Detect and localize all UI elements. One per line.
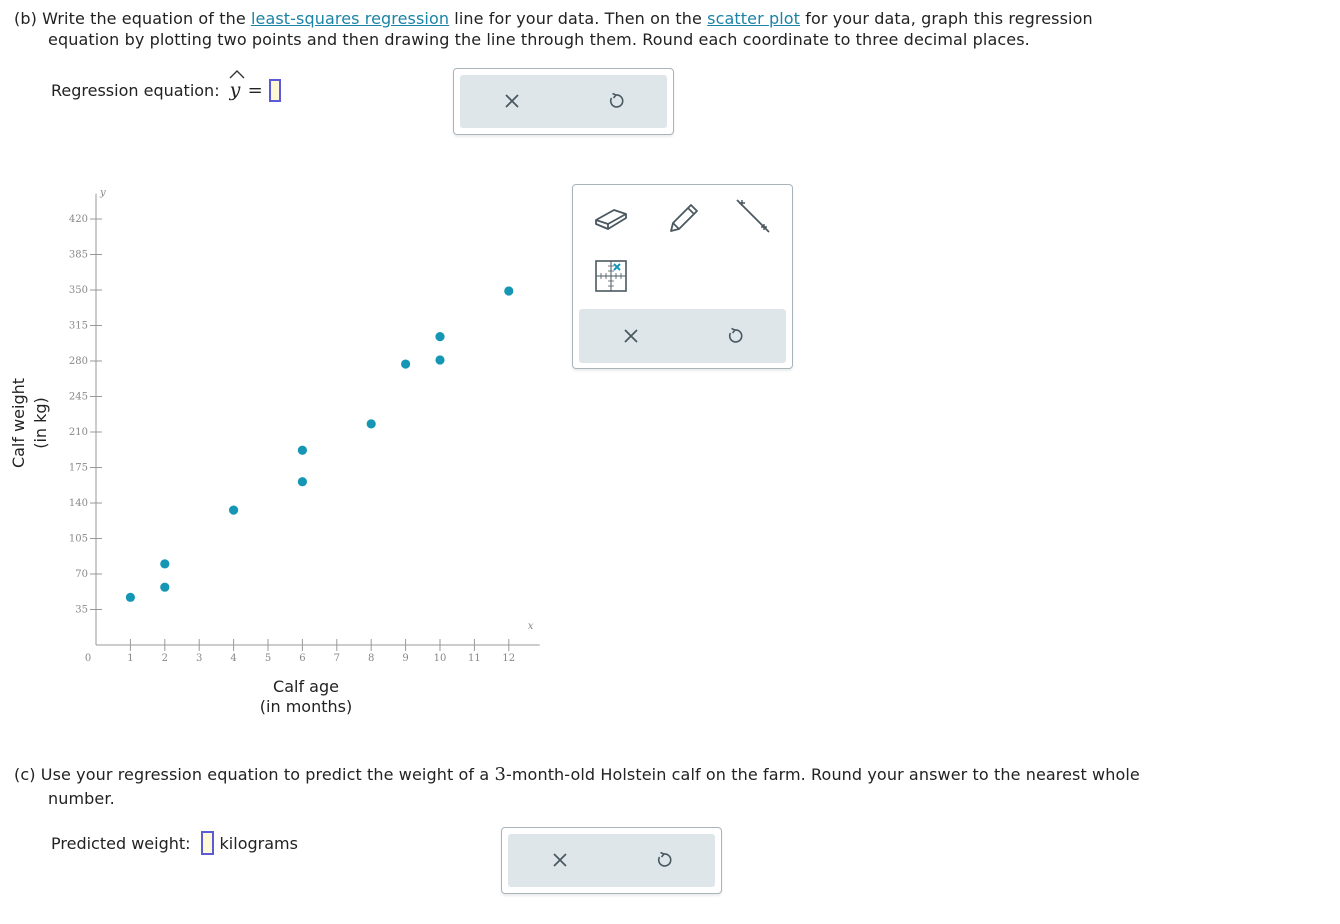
x-tick-label: 4 bbox=[230, 653, 237, 664]
y-tick-label: 420 bbox=[68, 214, 88, 225]
part-c-answer-controls bbox=[501, 827, 722, 894]
y-tick-label: 245 bbox=[68, 391, 88, 403]
origin-label: 0 bbox=[84, 653, 92, 664]
y-axis-title-line1: Calf weight bbox=[9, 377, 28, 469]
x-tick-label: 7 bbox=[333, 653, 340, 664]
x-axis-title-line1: Calf age bbox=[273, 677, 339, 696]
data-point bbox=[401, 359, 410, 368]
x-axis-letter: x bbox=[527, 621, 534, 632]
close-icon bbox=[623, 328, 639, 344]
x-tick-label: 2 bbox=[161, 653, 168, 664]
predicted-weight-input[interactable] bbox=[201, 831, 214, 855]
regression-equation-label: Regression equation: bbox=[51, 80, 220, 100]
part-b-clear-button[interactable] bbox=[494, 83, 530, 119]
part-b-undo-button[interactable] bbox=[598, 83, 634, 119]
part-c-text-1: Use your regression equation to predict the weight of a bbox=[40, 765, 495, 784]
x-axis-title-line2: (in months) bbox=[259, 697, 353, 716]
x-tick-label: 12 bbox=[502, 653, 516, 664]
scatter-plot[interactable] bbox=[60, 180, 560, 670]
eraser-tool-button[interactable] bbox=[591, 199, 631, 235]
part-c-age-value: 3 bbox=[494, 764, 506, 785]
predicted-weight-row bbox=[51, 830, 298, 856]
x-tick-label: 1 bbox=[127, 653, 134, 664]
part-b-text-2: line for your data. Then on the bbox=[449, 9, 708, 28]
regression-equation-input[interactable] bbox=[269, 79, 281, 102]
close-icon bbox=[552, 852, 568, 868]
graph-controls-bar bbox=[579, 309, 786, 363]
x-tick-label: 8 bbox=[368, 653, 375, 664]
y-hat-variable: y bbox=[229, 79, 241, 101]
data-point bbox=[126, 593, 135, 602]
part-b-question bbox=[14, 8, 1093, 50]
line-tool-icon bbox=[733, 196, 773, 236]
data-point bbox=[435, 332, 444, 341]
predicted-weight-unit: kilograms bbox=[219, 833, 298, 853]
x-axis-title-block bbox=[236, 677, 376, 717]
close-icon bbox=[504, 93, 520, 109]
data-point bbox=[298, 477, 307, 486]
y-axis-letter: y bbox=[100, 187, 106, 199]
part-b-controls-bar bbox=[460, 75, 667, 128]
line-tool-button[interactable] bbox=[733, 195, 773, 237]
data-point bbox=[367, 419, 376, 428]
x-tick-label: 3 bbox=[196, 653, 203, 664]
data-point bbox=[435, 355, 444, 364]
data-point bbox=[504, 286, 513, 295]
x-tick-label: 10 bbox=[433, 653, 447, 664]
part-c-question bbox=[14, 763, 1140, 811]
x-tick-label: 11 bbox=[468, 653, 481, 664]
y-tick-label: 315 bbox=[68, 320, 88, 332]
pencil-tool-button[interactable] bbox=[663, 197, 703, 237]
part-b-answer-controls bbox=[453, 68, 674, 135]
part-c-controls-bar bbox=[508, 834, 715, 887]
part-b-text-3: for your data, graph this regression bbox=[800, 9, 1093, 28]
y-tick-label: 385 bbox=[68, 249, 88, 261]
undo-icon bbox=[726, 327, 744, 345]
regression-equation-row bbox=[51, 76, 281, 104]
y-tick-label: 280 bbox=[68, 356, 88, 367]
data-point bbox=[160, 559, 169, 568]
scatter-plot-link[interactable]: scatter plot bbox=[707, 9, 801, 28]
undo-icon bbox=[607, 92, 625, 110]
least-squares-regression-link[interactable]: least-squares regression bbox=[250, 9, 450, 28]
eraser-icon bbox=[592, 202, 630, 232]
plot-points bbox=[126, 286, 514, 602]
point-tool-icon bbox=[593, 257, 629, 293]
part-c-undo-button[interactable] bbox=[646, 842, 682, 878]
part-b-text-1: Write the equation of the bbox=[42, 9, 251, 28]
part-c-clear-button[interactable] bbox=[542, 842, 578, 878]
graph-tools-panel bbox=[572, 184, 793, 369]
graph-clear-button[interactable] bbox=[613, 318, 649, 354]
y-axis-title-line2: (in kg) bbox=[31, 397, 50, 449]
part-c-prefix: (c) bbox=[14, 765, 36, 784]
y-tick-label: 210 bbox=[68, 427, 88, 438]
part-c-text-2: -month-old Holstein calf on the farm. Round your answer to the nearest whole bbox=[506, 765, 1140, 784]
graph-undo-button[interactable] bbox=[717, 318, 753, 354]
x-tick-label: 5 bbox=[264, 653, 272, 664]
y-tick-label: 140 bbox=[68, 498, 88, 509]
data-point bbox=[160, 583, 169, 592]
y-axis-title-block bbox=[8, 373, 52, 473]
x-tick-label: 6 bbox=[299, 653, 306, 664]
part-b-prefix: (b) bbox=[14, 9, 37, 28]
point-tool-button[interactable] bbox=[591, 255, 631, 295]
part-b-text-line2: equation by plotting two points and then drawing the line through them. Round each coordinate to three decimal places. bbox=[48, 30, 1030, 49]
plot-axes bbox=[69, 188, 540, 664]
pencil-icon bbox=[665, 199, 701, 235]
predicted-weight-label: Predicted weight: bbox=[51, 833, 191, 853]
y-hat-symbol bbox=[230, 78, 244, 102]
y-tick-label: 175 bbox=[68, 462, 88, 474]
part-c-text-3: number. bbox=[48, 789, 115, 808]
y-tick-label: 350 bbox=[68, 285, 88, 296]
y-tick-label: 35 bbox=[75, 604, 88, 616]
y-tick-label: 105 bbox=[68, 533, 88, 545]
x-tick-label: 9 bbox=[402, 653, 409, 664]
undo-icon bbox=[655, 851, 673, 869]
data-point bbox=[229, 506, 238, 515]
y-tick-label: 70 bbox=[75, 569, 88, 580]
data-point bbox=[298, 446, 307, 455]
equals-sign: = bbox=[247, 79, 263, 101]
